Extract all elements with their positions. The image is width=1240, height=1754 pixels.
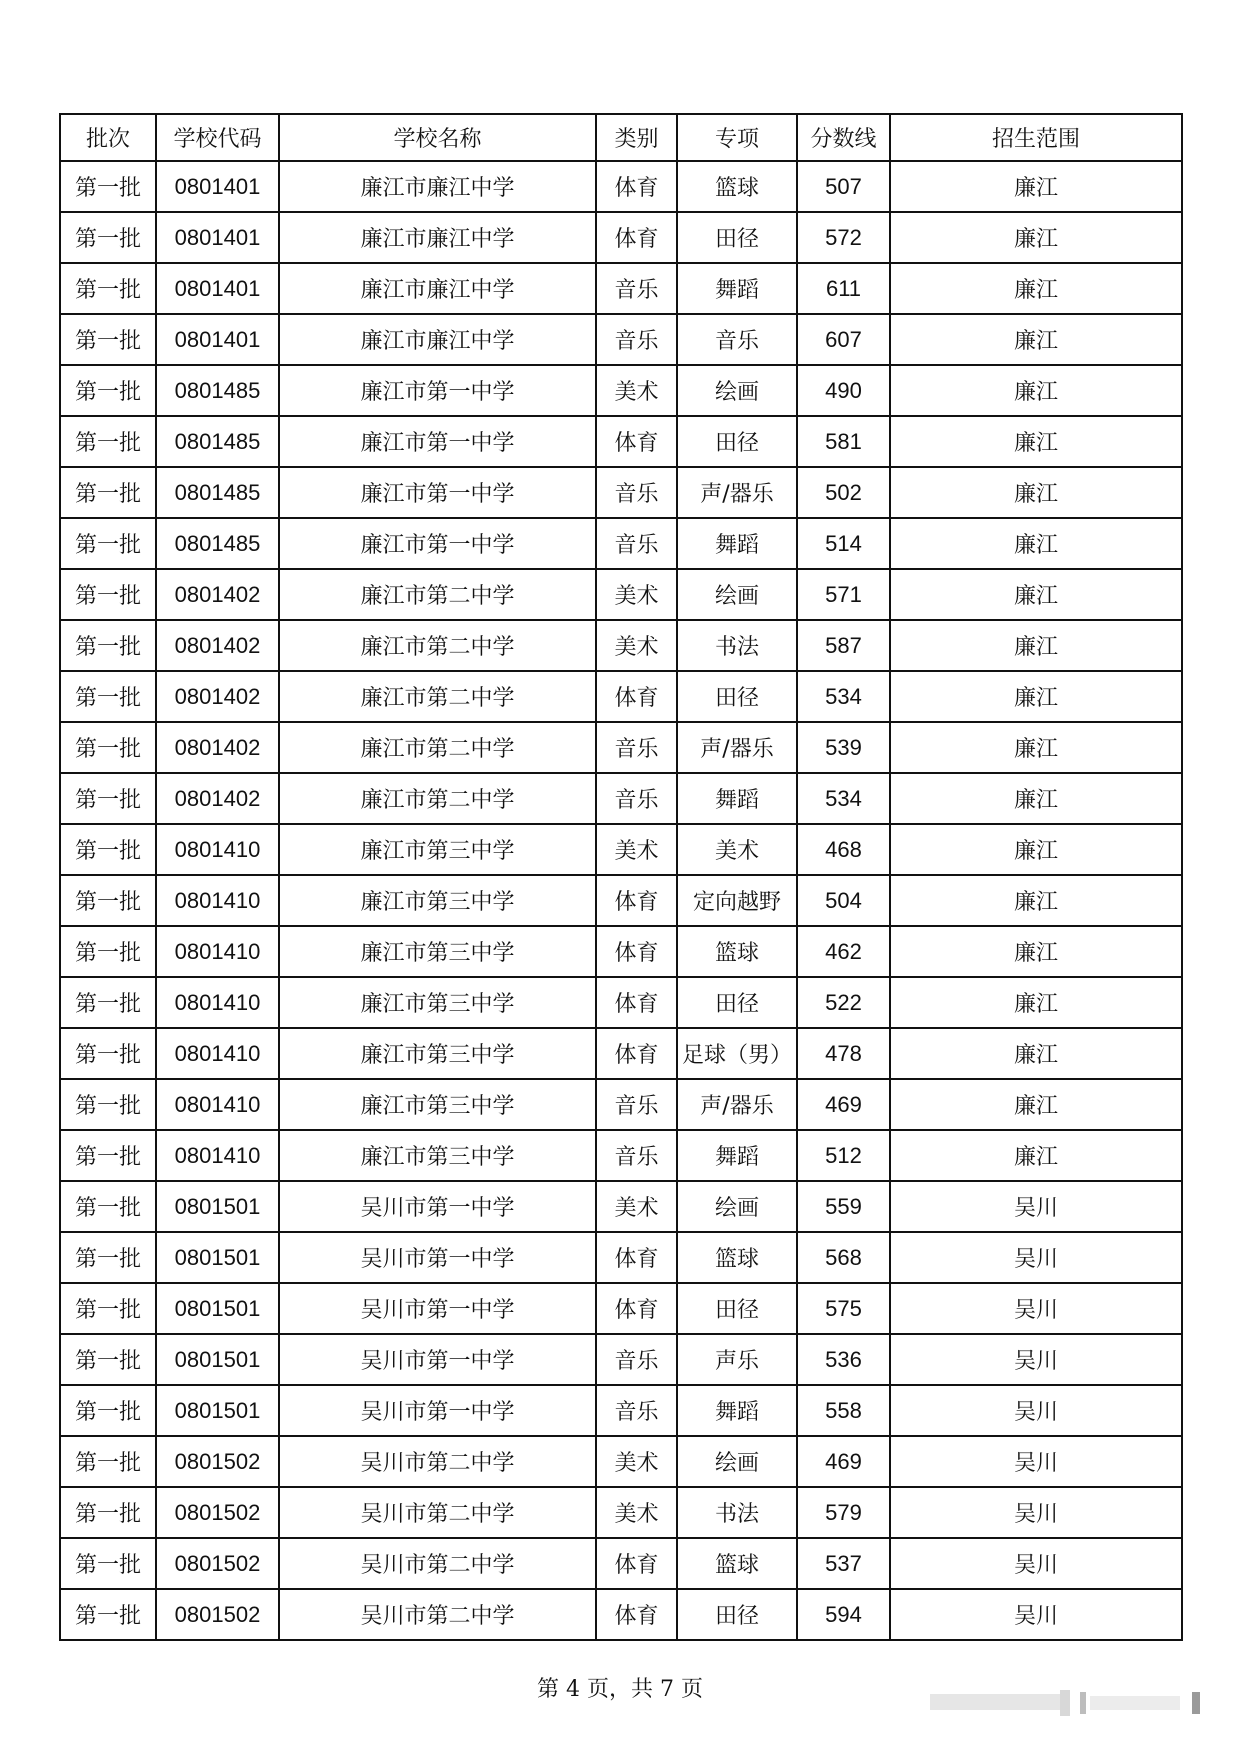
cell-category: 体育: [596, 161, 677, 212]
cell-school-code: 0801501: [156, 1385, 279, 1436]
cell-score-line: 575: [797, 1283, 890, 1334]
table-row: [60, 620, 1182, 671]
header-school-code: 学校代码: [156, 114, 279, 161]
cell-school-name: 廉江市第一中学: [279, 467, 596, 518]
cell-school-name: 吴川市第二中学: [279, 1538, 596, 1589]
cell-enrollment-area: 廉江: [890, 161, 1182, 212]
cell-school-name: 廉江市第二中学: [279, 620, 596, 671]
cell-specialty: 田径: [677, 1283, 797, 1334]
cell-category: 音乐: [596, 314, 677, 365]
cell-school-name: 廉江市第三中学: [279, 824, 596, 875]
cell-school-code: 0801402: [156, 773, 279, 824]
cell-enrollment-area: 廉江: [890, 467, 1182, 518]
cell-specialty: 篮球: [677, 161, 797, 212]
cell-school-name: 吴川市第二中学: [279, 1436, 596, 1487]
cell-specialty: 舞蹈: [677, 1385, 797, 1436]
cell-batch: 第一批: [60, 773, 156, 824]
cell-specialty: 声乐: [677, 1334, 797, 1385]
cell-school-code: 0801402: [156, 722, 279, 773]
cell-enrollment-area: 廉江: [890, 824, 1182, 875]
cell-enrollment-area: 廉江: [890, 365, 1182, 416]
cell-specialty: 篮球: [677, 1232, 797, 1283]
cell-school-name: 吴川市第一中学: [279, 1385, 596, 1436]
cell-school-code: 0801502: [156, 1487, 279, 1538]
cell-category: 美术: [596, 1181, 677, 1232]
cell-enrollment-area: 吴川: [890, 1538, 1182, 1589]
cell-batch: 第一批: [60, 365, 156, 416]
cell-score-line: 490: [797, 365, 890, 416]
cell-school-name: 廉江市廉江中学: [279, 263, 596, 314]
cell-school-name: 廉江市第一中学: [279, 416, 596, 467]
cell-batch: 第一批: [60, 1130, 156, 1181]
cell-specialty: 声/器乐: [677, 1079, 797, 1130]
cell-batch: 第一批: [60, 1436, 156, 1487]
cell-category: 美术: [596, 824, 677, 875]
cell-specialty: 足球（男）: [677, 1028, 797, 1079]
table-header-row: [60, 114, 1182, 161]
cell-batch: 第一批: [60, 161, 156, 212]
table-row: [60, 773, 1182, 824]
cell-enrollment-area: 廉江: [890, 773, 1182, 824]
page-number: 第 4 页，共 7 页: [537, 1677, 703, 1702]
cell-school-name: 廉江市廉江中学: [279, 314, 596, 365]
table-row: [60, 1385, 1182, 1436]
cell-score-line: 504: [797, 875, 890, 926]
cell-batch: 第一批: [60, 875, 156, 926]
cell-batch: 第一批: [60, 467, 156, 518]
cell-category: 体育: [596, 416, 677, 467]
cell-specialty: 声/器乐: [677, 467, 797, 518]
table-body: [60, 161, 1182, 1640]
table-row: [60, 926, 1182, 977]
cell-score-line: 572: [797, 212, 890, 263]
cell-batch: 第一批: [60, 569, 156, 620]
cell-school-code: 0801402: [156, 620, 279, 671]
cell-score-line: 507: [797, 161, 890, 212]
cell-score-line: 534: [797, 773, 890, 824]
cell-category: 音乐: [596, 773, 677, 824]
cell-category: 音乐: [596, 722, 677, 773]
cell-category: 音乐: [596, 1385, 677, 1436]
cell-batch: 第一批: [60, 620, 156, 671]
cell-school-name: 廉江市第三中学: [279, 977, 596, 1028]
cell-specialty: 美术: [677, 824, 797, 875]
cell-batch: 第一批: [60, 518, 156, 569]
table-row: [60, 671, 1182, 722]
cell-school-name: 吴川市第一中学: [279, 1283, 596, 1334]
cell-batch: 第一批: [60, 722, 156, 773]
cell-enrollment-area: 廉江: [890, 620, 1182, 671]
table-row: [60, 1487, 1182, 1538]
cell-enrollment-area: 廉江: [890, 875, 1182, 926]
cell-enrollment-area: 吴川: [890, 1232, 1182, 1283]
table-row: [60, 1079, 1182, 1130]
cell-category: 音乐: [596, 1334, 677, 1385]
cell-enrollment-area: 吴川: [890, 1487, 1182, 1538]
table-row: [60, 161, 1182, 212]
cell-category: 体育: [596, 1589, 677, 1640]
cell-batch: 第一批: [60, 212, 156, 263]
cell-category: 音乐: [596, 518, 677, 569]
cell-specialty: 田径: [677, 416, 797, 467]
cell-enrollment-area: 吴川: [890, 1181, 1182, 1232]
cell-score-line: 607: [797, 314, 890, 365]
cell-category: 美术: [596, 569, 677, 620]
cell-category: 美术: [596, 620, 677, 671]
cell-batch: 第一批: [60, 977, 156, 1028]
cell-school-code: 0801501: [156, 1334, 279, 1385]
cell-school-name: 吴川市第二中学: [279, 1589, 596, 1640]
cell-score-line: 568: [797, 1232, 890, 1283]
cell-school-code: 0801502: [156, 1436, 279, 1487]
cell-specialty: 绘画: [677, 569, 797, 620]
cell-batch: 第一批: [60, 1487, 156, 1538]
cell-school-name: 廉江市廉江中学: [279, 161, 596, 212]
table-row: [60, 518, 1182, 569]
cell-score-line: 536: [797, 1334, 890, 1385]
table-row: [60, 977, 1182, 1028]
watermark-bars-icon: [930, 1690, 1210, 1716]
cell-category: 体育: [596, 1028, 677, 1079]
table-row: [60, 824, 1182, 875]
cell-enrollment-area: 吴川: [890, 1436, 1182, 1487]
cell-specialty: 声/器乐: [677, 722, 797, 773]
cell-school-code: 0801402: [156, 671, 279, 722]
cell-category: 美术: [596, 365, 677, 416]
cell-category: 音乐: [596, 1130, 677, 1181]
cell-score-line: 514: [797, 518, 890, 569]
table-row: [60, 875, 1182, 926]
cell-school-name: 吴川市第一中学: [279, 1181, 596, 1232]
cell-school-name: 廉江市第三中学: [279, 875, 596, 926]
cell-enrollment-area: 廉江: [890, 569, 1182, 620]
cell-school-name: 廉江市廉江中学: [279, 212, 596, 263]
table-row: [60, 365, 1182, 416]
cell-school-name: 廉江市第二中学: [279, 722, 596, 773]
cell-score-line: 611: [797, 263, 890, 314]
cell-school-name: 廉江市第三中学: [279, 1130, 596, 1181]
cell-score-line: 537: [797, 1538, 890, 1589]
cell-batch: 第一批: [60, 671, 156, 722]
cell-specialty: 田径: [677, 212, 797, 263]
cell-batch: 第一批: [60, 1538, 156, 1589]
cell-enrollment-area: 廉江: [890, 977, 1182, 1028]
cell-enrollment-area: 廉江: [890, 926, 1182, 977]
cell-school-name: 廉江市第二中学: [279, 773, 596, 824]
cell-school-name: 廉江市第三中学: [279, 1079, 596, 1130]
cell-school-code: 0801401: [156, 212, 279, 263]
cell-score-line: 579: [797, 1487, 890, 1538]
cell-specialty: 书法: [677, 620, 797, 671]
cell-score-line: 469: [797, 1436, 890, 1487]
cell-enrollment-area: 廉江: [890, 671, 1182, 722]
cell-enrollment-area: 廉江: [890, 518, 1182, 569]
cell-specialty: 田径: [677, 671, 797, 722]
cell-school-code: 0801410: [156, 824, 279, 875]
score-table: [59, 113, 1183, 1641]
table-row: [60, 1334, 1182, 1385]
cell-school-name: 廉江市第三中学: [279, 1028, 596, 1079]
header-school-name: 学校名称: [279, 114, 596, 161]
cell-score-line: 522: [797, 977, 890, 1028]
cell-school-code: 0801410: [156, 1028, 279, 1079]
table-row: [60, 1028, 1182, 1079]
cell-category: 音乐: [596, 1079, 677, 1130]
cell-batch: 第一批: [60, 263, 156, 314]
cell-school-code: 0801401: [156, 314, 279, 365]
cell-school-code: 0801410: [156, 926, 279, 977]
header-score-line: 分数线: [797, 114, 890, 161]
cell-specialty: 舞蹈: [677, 773, 797, 824]
cell-score-line: 478: [797, 1028, 890, 1079]
cell-enrollment-area: 廉江: [890, 212, 1182, 263]
cell-score-line: 539: [797, 722, 890, 773]
cell-school-name: 吴川市第一中学: [279, 1232, 596, 1283]
cell-school-name: 廉江市第三中学: [279, 926, 596, 977]
cell-school-name: 廉江市第一中学: [279, 365, 596, 416]
cell-enrollment-area: 吴川: [890, 1334, 1182, 1385]
cell-specialty: 舞蹈: [677, 518, 797, 569]
cell-batch: 第一批: [60, 1181, 156, 1232]
cell-score-line: 571: [797, 569, 890, 620]
cell-enrollment-area: 吴川: [890, 1283, 1182, 1334]
cell-specialty: 篮球: [677, 1538, 797, 1589]
cell-batch: 第一批: [60, 1334, 156, 1385]
cell-school-name: 吴川市第一中学: [279, 1334, 596, 1385]
cell-category: 体育: [596, 977, 677, 1028]
cell-specialty: 舞蹈: [677, 1130, 797, 1181]
cell-enrollment-area: 廉江: [890, 314, 1182, 365]
cell-school-code: 0801485: [156, 467, 279, 518]
cell-category: 美术: [596, 1436, 677, 1487]
cell-school-name: 廉江市第一中学: [279, 518, 596, 569]
cell-batch: 第一批: [60, 1589, 156, 1640]
cell-enrollment-area: 廉江: [890, 1079, 1182, 1130]
cell-category: 体育: [596, 1538, 677, 1589]
cell-school-code: 0801410: [156, 875, 279, 926]
cell-specialty: 音乐: [677, 314, 797, 365]
cell-category: 体育: [596, 671, 677, 722]
cell-score-line: 587: [797, 620, 890, 671]
cell-category: 体育: [596, 212, 677, 263]
table-row: [60, 1589, 1182, 1640]
cell-score-line: 512: [797, 1130, 890, 1181]
cell-school-code: 0801502: [156, 1538, 279, 1589]
table-row: [60, 722, 1182, 773]
table-row: [60, 1538, 1182, 1589]
cell-school-code: 0801485: [156, 416, 279, 467]
cell-specialty: 绘画: [677, 1181, 797, 1232]
header-specialty: 专项: [677, 114, 797, 161]
cell-category: 体育: [596, 1232, 677, 1283]
cell-score-line: 469: [797, 1079, 890, 1130]
cell-category: 体育: [596, 1283, 677, 1334]
cell-batch: 第一批: [60, 1385, 156, 1436]
cell-category: 体育: [596, 875, 677, 926]
cell-school-code: 0801401: [156, 161, 279, 212]
cell-batch: 第一批: [60, 1079, 156, 1130]
cell-enrollment-area: 吴川: [890, 1589, 1182, 1640]
table-row: [60, 467, 1182, 518]
cell-batch: 第一批: [60, 314, 156, 365]
cell-school-code: 0801410: [156, 977, 279, 1028]
cell-school-code: 0801401: [156, 263, 279, 314]
table-row: [60, 263, 1182, 314]
cell-school-code: 0801402: [156, 569, 279, 620]
cell-score-line: 559: [797, 1181, 890, 1232]
cell-enrollment-area: 吴川: [890, 1385, 1182, 1436]
cell-score-line: 581: [797, 416, 890, 467]
cell-batch: 第一批: [60, 926, 156, 977]
table-row: [60, 1232, 1182, 1283]
cell-school-code: 0801501: [156, 1232, 279, 1283]
cell-specialty: 绘画: [677, 1436, 797, 1487]
cell-school-name: 廉江市第二中学: [279, 569, 596, 620]
cell-enrollment-area: 廉江: [890, 1028, 1182, 1079]
table-row: [60, 569, 1182, 620]
cell-specialty: 定向越野: [677, 875, 797, 926]
cell-category: 美术: [596, 1487, 677, 1538]
cell-score-line: 534: [797, 671, 890, 722]
cell-school-code: 0801410: [156, 1130, 279, 1181]
cell-score-line: 468: [797, 824, 890, 875]
cell-batch: 第一批: [60, 824, 156, 875]
cell-enrollment-area: 廉江: [890, 416, 1182, 467]
cell-category: 音乐: [596, 467, 677, 518]
header-batch: 批次: [60, 114, 156, 161]
table-row: [60, 314, 1182, 365]
cell-school-code: 0801501: [156, 1283, 279, 1334]
cell-school-code: 0801502: [156, 1589, 279, 1640]
cell-category: 体育: [596, 926, 677, 977]
cell-school-code: 0801410: [156, 1079, 279, 1130]
cell-enrollment-area: 廉江: [890, 263, 1182, 314]
cell-batch: 第一批: [60, 416, 156, 467]
cell-score-line: 558: [797, 1385, 890, 1436]
cell-school-code: 0801501: [156, 1181, 279, 1232]
cell-batch: 第一批: [60, 1232, 156, 1283]
table-row: [60, 1283, 1182, 1334]
cell-school-name: 吴川市第二中学: [279, 1487, 596, 1538]
table-row: [60, 212, 1182, 263]
cell-category: 音乐: [596, 263, 677, 314]
cell-school-code: 0801485: [156, 518, 279, 569]
cell-specialty: 田径: [677, 977, 797, 1028]
table-row: [60, 1130, 1182, 1181]
header-category: 类别: [596, 114, 677, 161]
cell-specialty: 篮球: [677, 926, 797, 977]
header-enrollment-area: 招生范围: [890, 114, 1182, 161]
cell-enrollment-area: 廉江: [890, 1130, 1182, 1181]
cell-batch: 第一批: [60, 1028, 156, 1079]
cell-specialty: 绘画: [677, 365, 797, 416]
cell-specialty: 舞蹈: [677, 263, 797, 314]
table-row: [60, 1181, 1182, 1232]
cell-score-line: 502: [797, 467, 890, 518]
table-row: [60, 1436, 1182, 1487]
table-row: [60, 416, 1182, 467]
cell-school-code: 0801485: [156, 365, 279, 416]
cell-batch: 第一批: [60, 1283, 156, 1334]
cell-school-name: 廉江市第二中学: [279, 671, 596, 722]
cell-specialty: 书法: [677, 1487, 797, 1538]
cell-enrollment-area: 廉江: [890, 722, 1182, 773]
cell-score-line: 462: [797, 926, 890, 977]
cell-specialty: 田径: [677, 1589, 797, 1640]
cell-score-line: 594: [797, 1589, 890, 1640]
